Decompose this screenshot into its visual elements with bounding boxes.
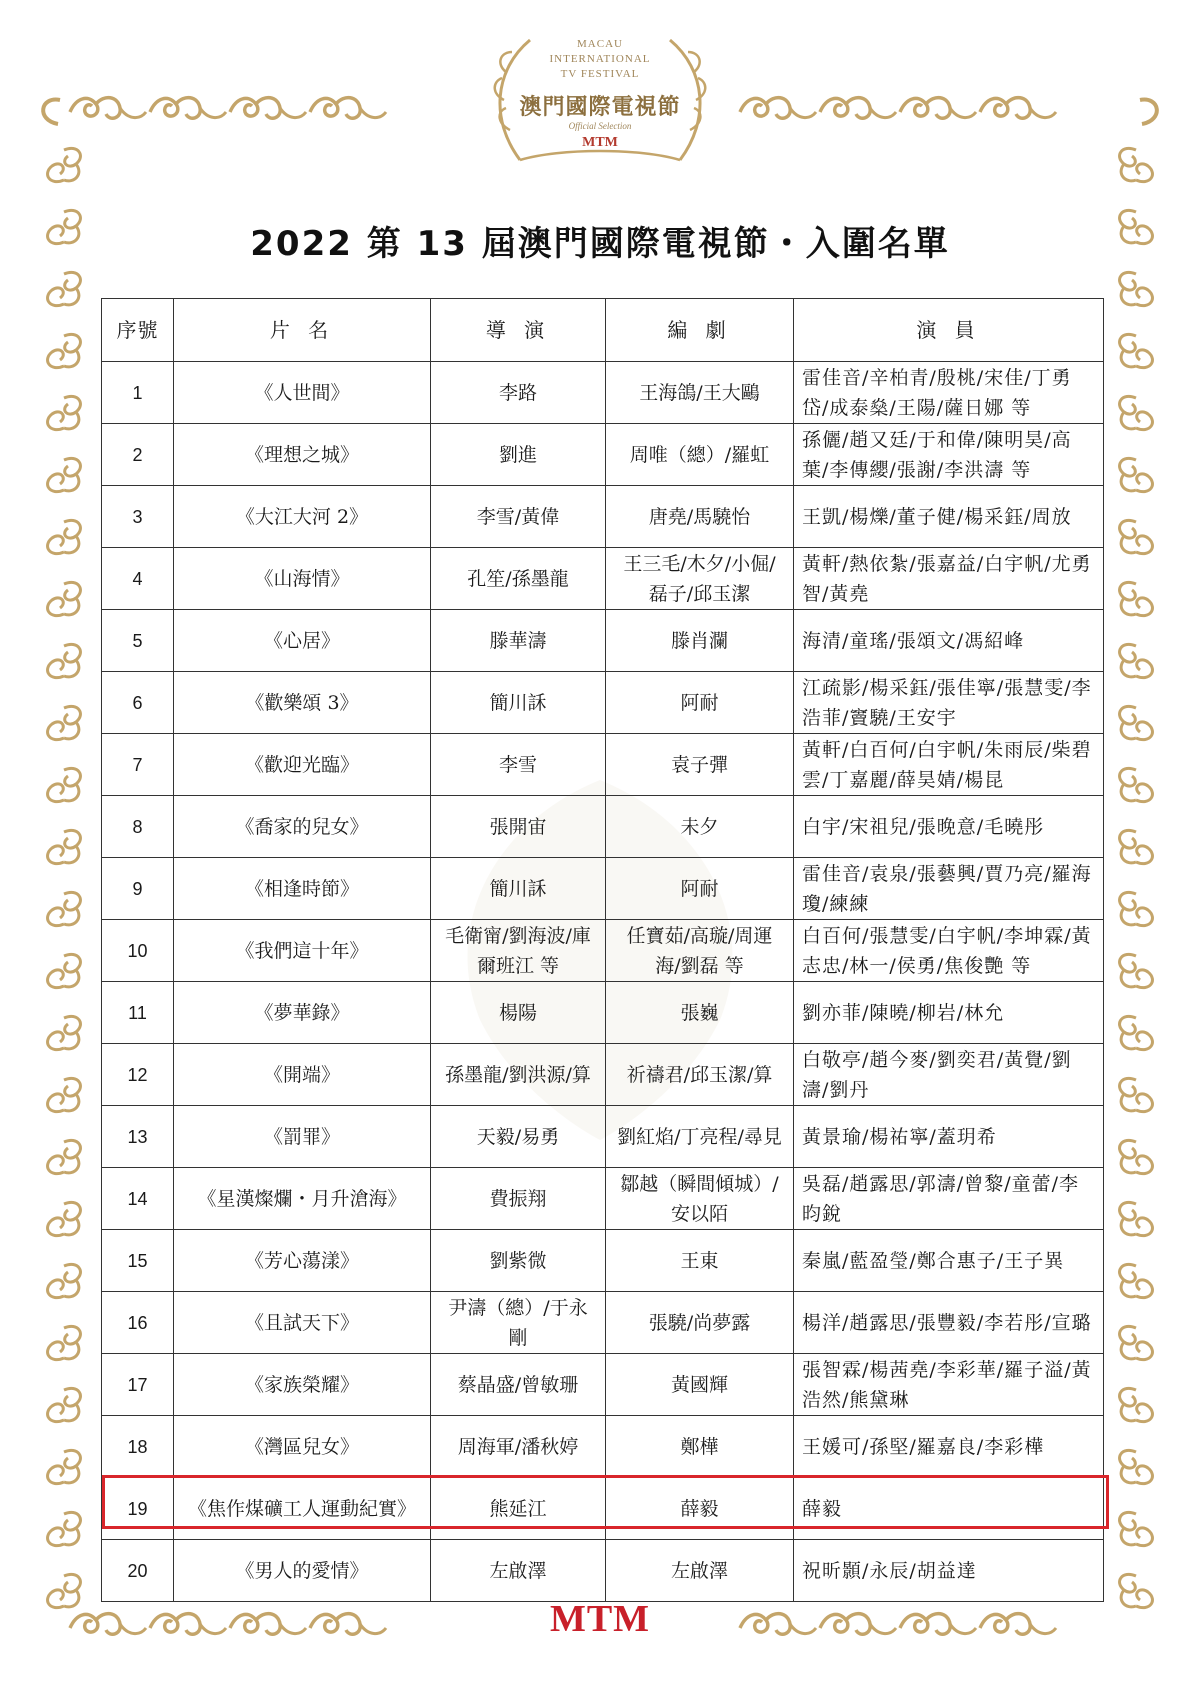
row-director: 尹濤（總）/于永剛 [431, 1292, 606, 1354]
row-title: 《我們這十年》 [174, 920, 431, 982]
row-no: 19 [102, 1478, 174, 1540]
row-title: 《焦作煤礦工人運動紀實》 [174, 1478, 431, 1540]
row-title: 《歡樂頌 3》 [174, 672, 431, 734]
row-director: 劉紫微 [431, 1230, 606, 1292]
border-scroll-icon [48, 768, 81, 801]
row-writer: 袁子彈 [606, 734, 794, 796]
row-cast: 雷佳音/袁泉/張藝興/賈乃亮/羅海瓊/練練 [794, 858, 1104, 920]
nominee-table [101, 298, 1104, 1602]
row-title: 《芳心蕩漾》 [174, 1230, 431, 1292]
row-no: 6 [102, 672, 174, 734]
row-cast: 江疏影/楊采鈺/張佳寧/張慧雯/李浩菲/竇驍/王安宇 [794, 672, 1104, 734]
row-writer: 鄒越（瞬間傾城）/安以陌 [606, 1168, 794, 1230]
row-director: 簡川訸 [431, 672, 606, 734]
border-scroll-icon [1120, 148, 1153, 181]
border-scroll-icon [1120, 458, 1153, 491]
row-director: 熊延江 [431, 1478, 606, 1540]
row-no: 15 [102, 1230, 174, 1292]
border-scroll-icon [1120, 1512, 1153, 1545]
border-scroll-icon [48, 1016, 81, 1049]
row-cast: 王媛可/孫堅/羅嘉良/李彩樺 [794, 1416, 1104, 1478]
table-row [102, 610, 1104, 672]
border-scroll-icon [1120, 1202, 1153, 1235]
row-writer: 張驍/尚夢露 [606, 1292, 794, 1354]
row-director: 簡川訸 [431, 858, 606, 920]
row-title: 《人世間》 [174, 362, 431, 424]
row-title: 《罰罪》 [174, 1106, 431, 1168]
row-writer: 未夕 [606, 796, 794, 858]
border-scroll-icon [1120, 768, 1153, 801]
border-scroll-icon [48, 334, 81, 367]
row-cast: 黃軒/白百何/白宇帆/朱雨辰/柴碧雲/丁嘉麗/薛昊婧/楊昆 [794, 734, 1104, 796]
row-cast: 白百何/張慧雯/白宇帆/李坤霖/黃志忠/林一/侯勇/焦俊艷 等 [794, 920, 1104, 982]
border-scroll-icon [1120, 644, 1153, 677]
table-row [102, 734, 1104, 796]
row-writer: 阿耐 [606, 672, 794, 734]
top-right-ornament [740, 98, 1157, 124]
table-row [102, 1540, 1104, 1602]
table-row [102, 1044, 1104, 1106]
table-row [102, 1354, 1104, 1416]
row-director: 周海軍/潘秋婷 [431, 1416, 606, 1478]
border-scroll-icon [1120, 396, 1153, 429]
table-row [102, 1478, 1104, 1540]
row-director: 孫墨龍/劉洪源/算 [431, 1044, 606, 1106]
row-no: 8 [102, 796, 174, 858]
row-director: 楊陽 [431, 982, 606, 1044]
table-row [102, 548, 1104, 610]
row-writer: 任寶茹/高璇/周運海/劉磊 等 [606, 920, 794, 982]
row-no: 18 [102, 1416, 174, 1478]
row-director: 劉進 [431, 424, 606, 486]
row-title: 《且試天下》 [174, 1292, 431, 1354]
row-director: 李雪 [431, 734, 606, 796]
row-title: 《大江大河 2》 [174, 486, 431, 548]
border-scroll-icon [48, 1140, 81, 1173]
row-cast: 雷佳音/辛柏青/殷桃/宋佳/丁勇岱/成泰燊/王陽/薩日娜 等 [794, 362, 1104, 424]
border-scroll-icon [48, 830, 81, 863]
row-title: 《心居》 [174, 610, 431, 672]
row-cast: 吳磊/趙露思/郭濤/曾黎/童蕾/李昀銳 [794, 1168, 1104, 1230]
row-cast: 祝昕顥/永辰/胡益達 [794, 1540, 1104, 1602]
border-scroll-icon [1120, 1078, 1153, 1111]
row-no: 5 [102, 610, 174, 672]
row-title: 《開端》 [174, 1044, 431, 1106]
table-row [102, 796, 1104, 858]
border-scroll-icon [48, 1512, 81, 1545]
border-scroll-icon [48, 1078, 81, 1111]
row-director: 張開宙 [431, 796, 606, 858]
border-scroll-icon [48, 1202, 81, 1235]
row-writer: 周唯（總）/羅虹 [606, 424, 794, 486]
right-border-ornament [1120, 148, 1153, 1607]
border-scroll-icon [48, 272, 81, 305]
row-no: 20 [102, 1540, 174, 1602]
table-row [102, 1416, 1104, 1478]
row-title: 《歡迎光臨》 [174, 734, 431, 796]
border-scroll-icon [48, 1388, 81, 1421]
row-director: 李路 [431, 362, 606, 424]
table-row [102, 982, 1104, 1044]
table-row [102, 1168, 1104, 1230]
row-title: 《男人的愛情》 [174, 1540, 431, 1602]
row-writer: 王東 [606, 1230, 794, 1292]
border-scroll-icon [1120, 1140, 1153, 1173]
border-scroll-icon [48, 892, 81, 925]
logo-line-international: INTERNATIONAL [549, 53, 651, 65]
row-no: 2 [102, 424, 174, 486]
row-no: 13 [102, 1106, 174, 1168]
border-scroll-icon [1120, 520, 1153, 553]
logo-line-tv-festival: TV FESTIVAL [560, 68, 640, 80]
row-writer: 祈禱君/邱玉潔/算 [606, 1044, 794, 1106]
row-no: 7 [102, 734, 174, 796]
table-header-row [102, 299, 1104, 362]
header-writer: 編 劇 [606, 299, 794, 362]
logo-official-selection: Official Selection [568, 121, 632, 131]
row-writer: 滕肖瀾 [606, 610, 794, 672]
row-cast: 王凱/楊爍/董子健/楊采鈺/周放 [794, 486, 1104, 548]
row-no: 9 [102, 858, 174, 920]
border-scroll-icon [48, 396, 81, 429]
row-director: 孔笙/孫墨龍 [431, 548, 606, 610]
table-body [102, 362, 1104, 1602]
row-no: 16 [102, 1292, 174, 1354]
border-scroll-icon [48, 644, 81, 677]
header-title: 片 名 [174, 299, 431, 362]
border-scroll-icon [1120, 1264, 1153, 1297]
border-scroll-icon [48, 1326, 81, 1359]
border-scroll-icon [1120, 1450, 1153, 1483]
border-scroll-icon [48, 1450, 81, 1483]
festival-logo [480, 20, 720, 170]
border-scroll-icon [1120, 830, 1153, 863]
row-title: 《家族榮耀》 [174, 1354, 431, 1416]
table-row [102, 672, 1104, 734]
border-scroll-icon [1120, 1388, 1153, 1421]
logo-chinese-name: 澳門國際電視節 [519, 95, 681, 120]
border-scroll-icon [1120, 892, 1153, 925]
row-writer: 王三毛/木夕/小倔/磊子/邱玉潔 [606, 548, 794, 610]
table-row [102, 920, 1104, 982]
top-left-ornament [43, 98, 386, 124]
row-director: 天毅/易勇 [431, 1106, 606, 1168]
border-scroll-icon [48, 458, 81, 491]
row-no: 4 [102, 548, 174, 610]
row-no: 14 [102, 1168, 174, 1230]
row-writer: 薛毅 [606, 1478, 794, 1540]
row-title: 《山海情》 [174, 548, 431, 610]
table-row [102, 858, 1104, 920]
footer-mtm-logo: MTM [549, 1598, 651, 1640]
row-cast: 黃軒/熱依紮/張嘉益/白宇帆/尤勇智/黃堯 [794, 548, 1104, 610]
row-no: 10 [102, 920, 174, 982]
border-scroll-icon [48, 1264, 81, 1297]
row-cast: 白宇/宋祖兒/張晚意/毛曉彤 [794, 796, 1104, 858]
row-title: 《喬家的兒女》 [174, 796, 431, 858]
row-title: 《理想之城》 [174, 424, 431, 486]
row-writer: 鄭樺 [606, 1416, 794, 1478]
row-cast: 劉亦菲/陳曉/柳岩/林允 [794, 982, 1104, 1044]
border-scroll-icon [48, 954, 81, 987]
row-title: 《灣區兒女》 [174, 1416, 431, 1478]
border-scroll-icon [48, 706, 81, 739]
row-writer: 王海鴿/王大鷗 [606, 362, 794, 424]
row-director: 滕華濤 [431, 610, 606, 672]
table-row [102, 1230, 1104, 1292]
row-cast: 黃景瑜/楊祐寧/蓋玥希 [794, 1106, 1104, 1168]
border-scroll-icon [1120, 706, 1153, 739]
row-title: 《星漢燦爛・月升滄海》 [174, 1168, 431, 1230]
row-cast: 海清/童瑤/張頌文/馮紹峰 [794, 610, 1104, 672]
header-cast: 演 員 [794, 299, 1104, 362]
row-cast: 孫儷/趙又廷/于和偉/陳明昊/高葉/李傳纓/張謝/李洪濤 等 [794, 424, 1104, 486]
row-director: 費振翔 [431, 1168, 606, 1230]
row-no: 1 [102, 362, 174, 424]
table-row [102, 1106, 1104, 1168]
header-no: 序號 [102, 299, 174, 362]
row-writer: 阿耐 [606, 858, 794, 920]
row-no: 3 [102, 486, 174, 548]
border-scroll-icon [48, 520, 81, 553]
row-writer: 黃國輝 [606, 1354, 794, 1416]
logo-mtm: MTM [582, 135, 618, 150]
row-no: 12 [102, 1044, 174, 1106]
border-scroll-icon [1120, 1016, 1153, 1049]
row-title: 《夢華錄》 [174, 982, 431, 1044]
row-cast: 薛毅 [794, 1478, 1104, 1540]
row-cast: 秦嵐/藍盈瑩/鄭合惠子/王子異 [794, 1230, 1104, 1292]
row-no: 17 [102, 1354, 174, 1416]
row-cast: 白敬亭/趙今麥/劉奕君/黃覺/劉濤/劉丹 [794, 1044, 1104, 1106]
row-writer: 劉紅焰/丁亮程/尋見 [606, 1106, 794, 1168]
table-row [102, 424, 1104, 486]
left-border-ornament [48, 148, 81, 1607]
logo-line-macau: MACAU [577, 38, 623, 50]
border-scroll-icon [1120, 272, 1153, 305]
border-scroll-icon [1120, 954, 1153, 987]
page-title: 2022 第 13 屆澳門國際電視節・入圍名單 [250, 224, 950, 264]
row-cast: 楊洋/趙露思/張豐毅/李若彤/宣璐 [794, 1292, 1104, 1354]
border-scroll-icon [48, 148, 81, 181]
table-row [102, 362, 1104, 424]
row-writer: 左啟澤 [606, 1540, 794, 1602]
table-row [102, 1292, 1104, 1354]
header-director: 導 演 [431, 299, 606, 362]
row-title: 《相逢時節》 [174, 858, 431, 920]
row-director: 毛衛甯/劉海波/庫爾班江 等 [431, 920, 606, 982]
border-scroll-icon [1120, 334, 1153, 367]
row-writer: 張巍 [606, 982, 794, 1044]
row-cast: 張智霖/楊茜堯/李彩華/羅子溢/黃浩然/熊黛琳 [794, 1354, 1104, 1416]
row-director: 左啟澤 [431, 1540, 606, 1602]
border-scroll-icon [1120, 1326, 1153, 1359]
table-row [102, 486, 1104, 548]
border-scroll-icon [1120, 582, 1153, 615]
border-scroll-icon [48, 582, 81, 615]
row-director: 蔡晶盛/曾敏珊 [431, 1354, 606, 1416]
row-no: 11 [102, 982, 174, 1044]
row-writer: 唐堯/馬驍怡 [606, 486, 794, 548]
row-director: 李雪/黃偉 [431, 486, 606, 548]
